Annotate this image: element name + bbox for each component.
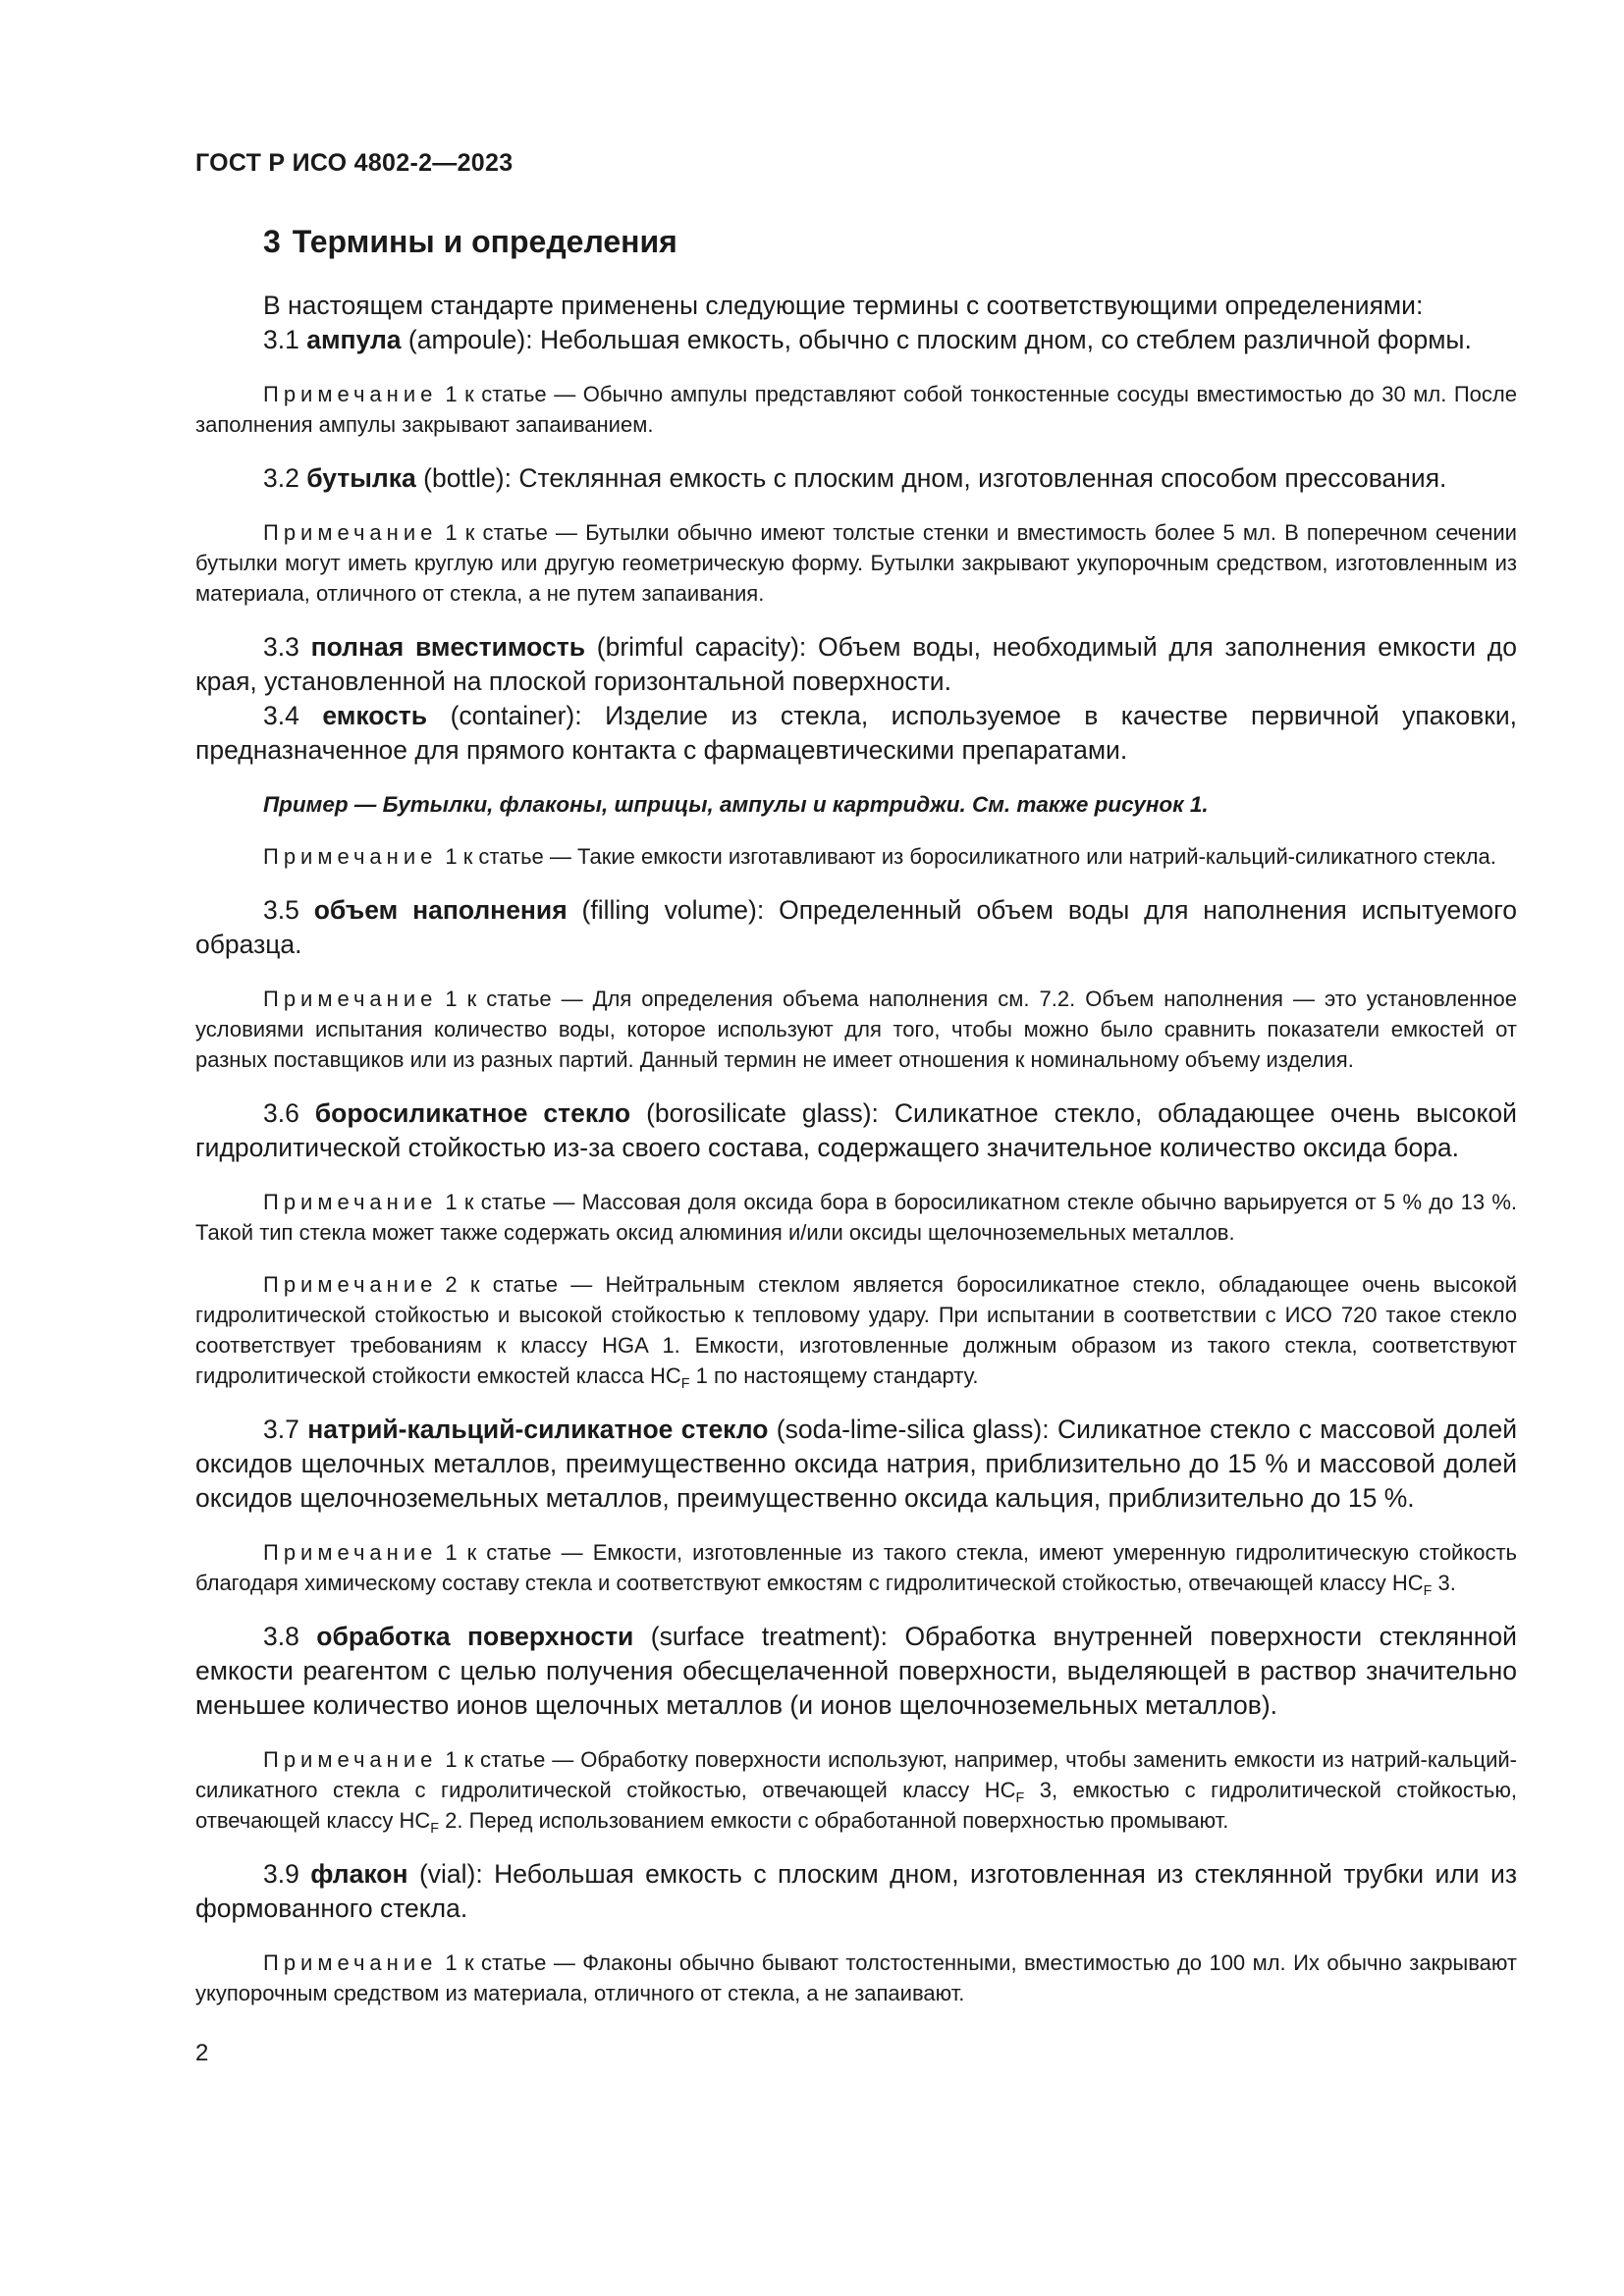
term-number: 3.7 — [263, 1415, 299, 1444]
note-text: Обработку поверхности используют, например, чтобы заменить емкости из натрий-кальций-силикатного стекла с гидролитической стойкостью, отвечающей классу HC — [195, 1747, 1517, 1802]
subscript: F — [1015, 1790, 1025, 1806]
note-text: Бутылки обычно имеют толстые стенки и вместимость более 5 мл. В поперечном сечении бутылки могут иметь круглую или другую геометрическую форму. Бутылки закрывают укупорочным средством, изготовленным из материала, отличного от стекла, а не путем запаивания. — [195, 520, 1517, 606]
term-name: полная вместимость — [310, 632, 585, 662]
term-definition: Силикатное стекло с массовой долей оксидов щелочных металлов, преимущественно оксида натрия, приблизительно до 15 % и массовой долей оксидов щелочноземельных металлов, преимущественно оксида кальция, приблизительно до 15 %. — [195, 1415, 1518, 1513]
terms-list — [195, 323, 1517, 2008]
note-label: Примечание — [263, 1540, 438, 1565]
term-number: 3.9 — [263, 1859, 299, 1889]
term-number: 3.4 — [263, 701, 299, 730]
term-english: (container): — [450, 701, 582, 730]
note-text: Такие емкости изготавливают из боросиликатного или натрий-кальций-силикатного стекла. — [577, 844, 1496, 869]
term-name: бутылка — [306, 463, 416, 493]
term-entry — [195, 1096, 1517, 1165]
note-label: Примечание — [263, 1190, 438, 1214]
term-english: (vial): — [418, 1859, 483, 1889]
note-label: Примечание — [263, 1747, 438, 1772]
term-name: ампула — [306, 325, 402, 354]
term-entry — [195, 323, 1517, 357]
intro-paragraph: В настоящем стандарте применены следующие термины с соответствующими определениями: — [263, 291, 1424, 320]
term-definition: Объем воды, необходимый для заполнения емкости до края, установленной на плоской горизонтальной поверхности. — [195, 632, 1517, 696]
term-entry — [195, 461, 1517, 496]
note-label: Примечание — [263, 520, 438, 545]
note-number: 2 к статье — — [445, 1272, 593, 1297]
term-definition: Изделие из стекла, используемое в качестве первичной упаковки, предназначенное для прямого контакта с фармацевтическими препаратами. — [195, 701, 1517, 765]
note-number: 1 к статье — — [445, 382, 576, 406]
term-english: (filling volume): — [581, 895, 765, 925]
note-text: Массовая доля оксида бора в боросиликатном стекле обычно варьируется от 5 % до 13 %. Такой тип стекла может также содержать оксид алюминия и/или оксиды щелочноземельных металлов. — [195, 1190, 1517, 1245]
term-note — [195, 517, 1517, 609]
note-label: Примечание — [263, 844, 438, 869]
term-number: 3.2 — [263, 463, 299, 493]
term-english: (surface treatment): — [650, 1622, 889, 1651]
page-number: 2 — [195, 2040, 209, 2066]
term-note — [195, 1269, 1517, 1391]
term-note — [195, 1948, 1517, 2008]
term-definition: Обработка внутренней поверхности стеклянной емкости реагентом с целью получения обесщелаченной поверхности, выделяющей в раствор значительно меньшее количество ионов щелочных металлов (и ионов щелочноземельных металлов). — [195, 1622, 1517, 1720]
term-name: емкость — [322, 701, 428, 730]
term-name: натрий-кальций-силикатное стекло — [307, 1415, 769, 1444]
term-definition: Силикатное стекло, обладающее очень высокой гидролитической стойкостью из-за своего состава, содержащего значительное количество оксида бора. — [195, 1098, 1517, 1162]
term-english: (bottle): — [423, 463, 512, 493]
note-number: 1 к статье — — [445, 1540, 583, 1565]
term-definition: Определенный объем воды для наполнения испытуемого образца. — [195, 895, 1517, 959]
section-number: 3 — [263, 224, 281, 259]
term-english: (soda-lime-silica glass): — [776, 1415, 1050, 1444]
term-name: флакон — [310, 1859, 408, 1889]
term-entry — [195, 1413, 1517, 1516]
note-text-tail: 1 по настоящему стандарту. — [689, 1363, 979, 1388]
note-number: 1 к статье — — [445, 1747, 574, 1772]
note-label: Примечание — [263, 1272, 438, 1297]
note-label: Примечание — [263, 1950, 438, 1975]
note-number: 1 к статье — — [445, 844, 571, 869]
term-definition: Стеклянная емкость с плоским дном, изготовленная способом прессования. — [518, 463, 1447, 493]
note-text-tail: 3. — [1432, 1571, 1456, 1595]
term-english: (ampoule): — [407, 325, 533, 354]
note-text: Емкости, изготовленные из такого стекла, имеют умеренную гидролитическую стойкость благодаря химическому составу стекла и соответствуют емкостям с гидролитической стойкостью, отвечающей классу HC — [195, 1540, 1517, 1595]
term-note — [195, 1187, 1517, 1248]
document-body — [195, 222, 1517, 2030]
term-number: 3.3 — [263, 632, 299, 662]
term-definition: Небольшая емкость с плоским дном, изготовленная из стеклянной трубки или из формованного стекла. — [195, 1859, 1517, 1923]
term-english: (brimful capacity): — [596, 632, 807, 662]
term-entry — [195, 630, 1517, 699]
term-name: объем наполнения — [313, 895, 568, 925]
term-entry — [195, 699, 1517, 768]
note-text-tail: 2. Перед использованием емкости с обработанной поверхностью промывают. — [439, 1808, 1229, 1833]
term-note — [195, 1744, 1517, 1836]
note-number: 1 к статье — — [445, 1190, 575, 1214]
term-english: (borosilicate glass): — [646, 1098, 879, 1128]
note-label: Примечание — [263, 382, 438, 406]
note-number: 1 к статье — — [445, 1950, 575, 1975]
term-number: 3.1 — [263, 325, 299, 354]
term-note — [195, 1537, 1517, 1598]
term-definition: Небольшая емкость, обычно с плоским дном, со стеблем различной формы. — [539, 325, 1472, 354]
section-title-text: Термины и определения — [292, 224, 677, 259]
term-note — [195, 841, 1517, 872]
term-entry — [195, 1620, 1517, 1723]
term-note — [195, 984, 1517, 1075]
subscript: F — [680, 1376, 690, 1392]
note-number: 1 к статье — — [445, 987, 583, 1011]
section-title — [195, 222, 1517, 261]
term-name: боросиликатное стекло — [314, 1098, 631, 1128]
term-entry — [195, 893, 1517, 962]
subscript: F — [1423, 1583, 1433, 1599]
note-text: Нейтральным стеклом является боросиликатное стекло, обладающее очень высокой гидролитической стойкостью и высокой стойкостью к тепловому удару. При испытании в соответствии с ИСО 720 такое стекло соответствует требованиям к классу HGA 1. Емкости, изготовленные должным образом из такого стекла, соответствуют гидролитической стойкости емкостей класса HC — [195, 1272, 1517, 1388]
note-text-tail: 3, емкостью с гидролитической стойкостью, отвечающей классу HC — [195, 1778, 1517, 1833]
term-example: Пример — Бутылки, флаконы, шприцы, ампулы и картриджи. См. также рисунок 1. — [263, 792, 1209, 817]
term-number: 3.6 — [263, 1098, 299, 1128]
term-number: 3.8 — [263, 1622, 299, 1651]
subscript: F — [430, 1821, 440, 1837]
note-text: Обычно ампулы представляют собой тонкостенные сосуды вместимостью до 30 мл. После заполнения ампулы закрывают запаиванием. — [195, 382, 1517, 437]
term-name: обработка поверхности — [316, 1622, 634, 1651]
term-entry — [195, 1857, 1517, 1926]
note-number: 1 к статье — — [445, 520, 577, 545]
document-header: ГОСТ Р ИСО 4802-2—2023 — [195, 149, 514, 177]
term-number: 3.5 — [263, 895, 299, 925]
note-text: Флаконы обычно бывают толстостенными, вместимостью до 100 мл. Их обычно закрывают укупорочным средством из материала, отличного от стекла, а не запаивают. — [195, 1950, 1518, 2005]
note-text: Для определения объема наполнения см. 7.2. Объем наполнения — это установленное условиями испытания количество воды, которое используют для того, чтобы можно было сравнить показатели емкостей от разных поставщиков или из разных партий. Данный термин не имеет отношения к номинальному объему изделия. — [195, 987, 1517, 1072]
term-note — [195, 379, 1517, 440]
note-label: Примечание — [263, 987, 438, 1011]
